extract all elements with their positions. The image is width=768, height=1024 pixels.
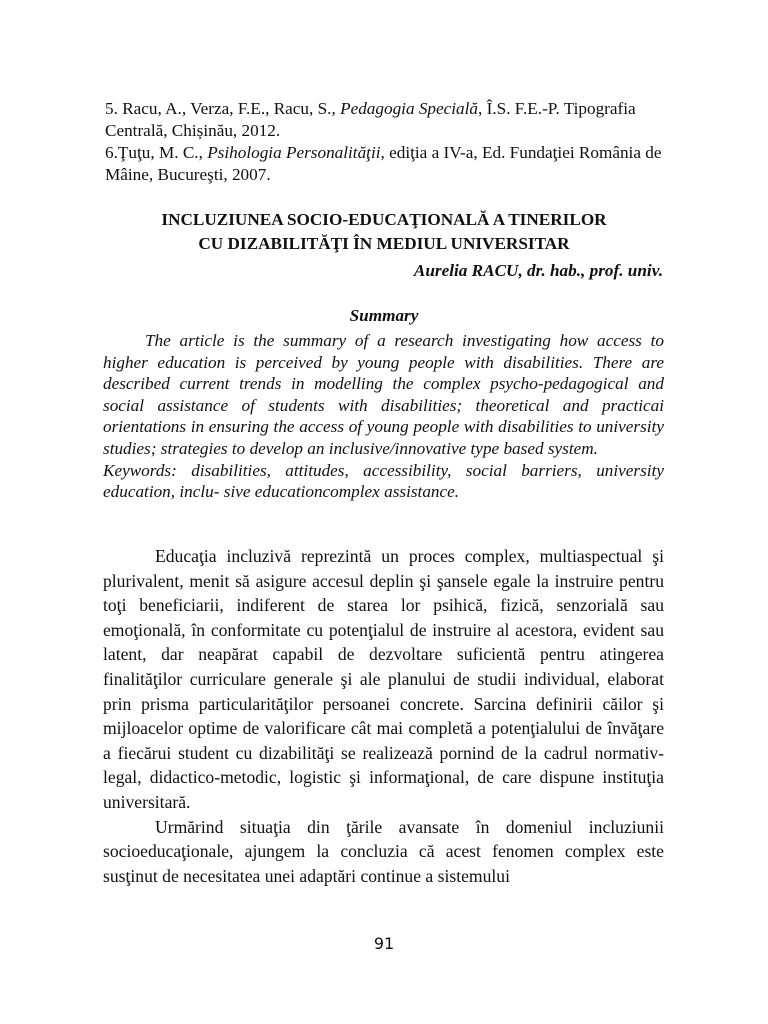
reference-item: 6.Ţuţu, M. C., Psihologia Personalităţii, ediţia a IV-a, Ed. Fundaţiei România de Mâine, Bucureşti, 2007. [105, 143, 662, 184]
summary-heading: Summary [349, 306, 419, 325]
reference-title: Psihologia Personalităţii [207, 143, 381, 162]
body-paragraph: Urmărind situaţia din ţările avansate în domeniul incluziunii socioeducaţionale, ajungem la concluzia că acest fenomen complex este susţinut de necesitatea unei adaptări continue a sistemului [103, 816, 664, 886]
summary-block [103, 330, 664, 503]
article-author: Aurelia RACU, dr. hab., prof. univ. [413, 261, 663, 280]
summary-text: The article is the summary of a research investigating how access to higher education is perceived by young people with disabilities. There are described current trends in modelling the complex psycho-pedagogical and social assistance of students with disabilities; theoretical and practicai orientations in ensuring the access of young people with disabilities to university studies; strategies to develop an inclusive/innovative type based system. [103, 331, 664, 458]
article-body [103, 544, 664, 888]
page-number: 91 [373, 934, 395, 953]
reference-item: 5. Racu, A., Verza, F.E., Racu, S., Pedagogia Specială, Î.S. F.E.-P. Tipografia Centrală, Chișinău, 2012. [105, 99, 636, 140]
article-title: INCLUZIUNEA SOCIO-EDUCAŢIONALĂ A TINERILOR CU DIZABILITĂŢI ÎN MEDIUL UNIVERSITAR [161, 210, 607, 253]
body-paragraph: Educaţia incluzivă reprezintă un proces complex, multiaspectual şi plurivalent, menit să asigure accesul deplin şi şansele egale la instruire pentru toţi beneficiarii, indiferent de starea lor psihică, fizică, senzorială sau emoţională, în conformitate cu potenţialul de instruire al acestora, evident sau latent, dar neapărat capabil de dezvoltare suficientă pentru atingerea finalităţilor curriculare generale şi ale planului de studii individual, elaborat prin prisma particularităţilor persoanei concrete. Sarcina definirii căilor şi mijloacelor optime de valorificare cât mai completă a potenţialului de învăţare a fiecărui student cu dizabilităţi se realizează pornind de la cadrul normativ-legal, didactico-metodic, logistic şi informaţional, de care dispune instituţia universitară. [103, 546, 664, 812]
reference-title: Pedagogia Specială [340, 99, 479, 118]
reference-list [105, 98, 665, 186]
keywords: Keywords: disabilities, attitudes, accessibility, social barriers, university education, inclu- sive educationcomplex assistance. [103, 460, 664, 502]
